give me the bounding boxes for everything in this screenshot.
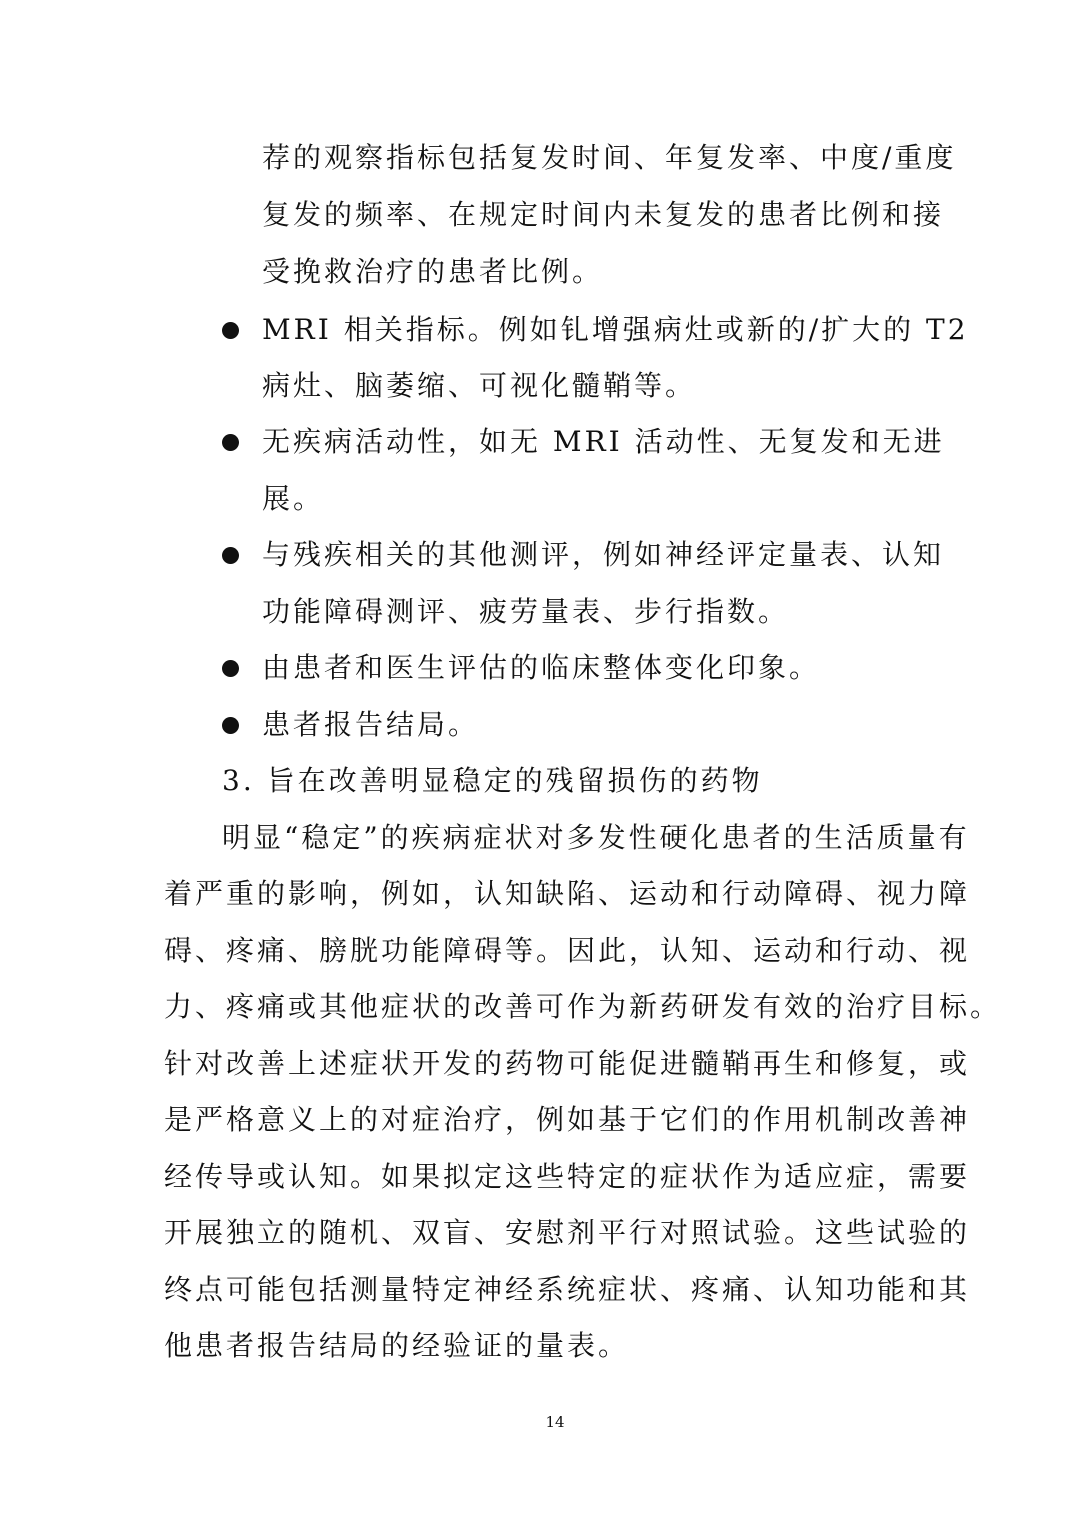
bullet-icon — [222, 717, 239, 734]
paragraph-line: 针对改善上述症状开发的药物可能促进髓鞘再生和修复，或 — [164, 1047, 971, 1080]
paragraph-line: 力、疼痛或其他症状的改善可作为新药研发有效的治疗目标。 — [164, 990, 1002, 1023]
bullet-line: 由患者和医生评估的临床整体变化印象。 — [262, 651, 821, 684]
continuation-line: 复发的频率、在规定时间内未复发的患者比例和接 — [262, 198, 945, 231]
section-heading: 3. 旨在改善明显稳定的残留损伤的药物 — [222, 764, 763, 797]
paragraph-line: 终点可能包括测量特定神经系统症状、疼痛、认知功能和其 — [164, 1273, 971, 1306]
bullet-line: 病灶、脑萎缩、可视化髓鞘等。 — [262, 369, 697, 402]
bullet-line: 与残疾相关的其他测评，例如神经评定量表、认知 — [262, 538, 945, 571]
page-number: 14 — [545, 1413, 565, 1431]
paragraph-line: 碍、疼痛、膀胱功能障碍等。因此，认知、运动和行动、视 — [164, 934, 971, 967]
paragraph-line: 明显“稳定”的疾病症状对多发性硬化患者的生活质量有 — [222, 821, 970, 854]
bullet-icon — [222, 660, 239, 677]
paragraph-line: 他患者报告结局的经验证的量表。 — [164, 1329, 630, 1362]
bullet-icon — [222, 547, 239, 564]
bullet-line: 展。 — [262, 482, 325, 515]
continuation-line: 受挽救治疗的患者比例。 — [262, 255, 604, 288]
paragraph-line: 开展独立的随机、双盲、安慰剂平行对照试验。这些试验的 — [164, 1216, 971, 1249]
paragraph-line: 经传导或认知。如果拟定这些特定的症状作为适应症，需要 — [164, 1160, 971, 1193]
bullet-line: 患者报告结局。 — [262, 708, 480, 741]
paragraph-line: 着严重的影响，例如，认知缺陷、运动和行动障碍、视力障 — [164, 877, 971, 910]
bullet-line: MRI 相关指标。例如钆增强病灶或新的/扩大的 T2 — [262, 313, 969, 346]
bullet-icon — [222, 434, 239, 451]
paragraph-line: 是严格意义上的对症治疗，例如基于它们的作用机制改善神 — [164, 1103, 971, 1136]
continuation-line: 荐的观察指标包括复发时间、年复发率、中度/重度 — [262, 141, 957, 174]
bullet-line: 功能障碍测评、疲劳量表、步行指数。 — [262, 595, 790, 628]
bullet-line: 无疾病活动性，如无 MRI 活动性、无复发和无进 — [262, 425, 945, 458]
bullet-icon — [222, 322, 239, 339]
